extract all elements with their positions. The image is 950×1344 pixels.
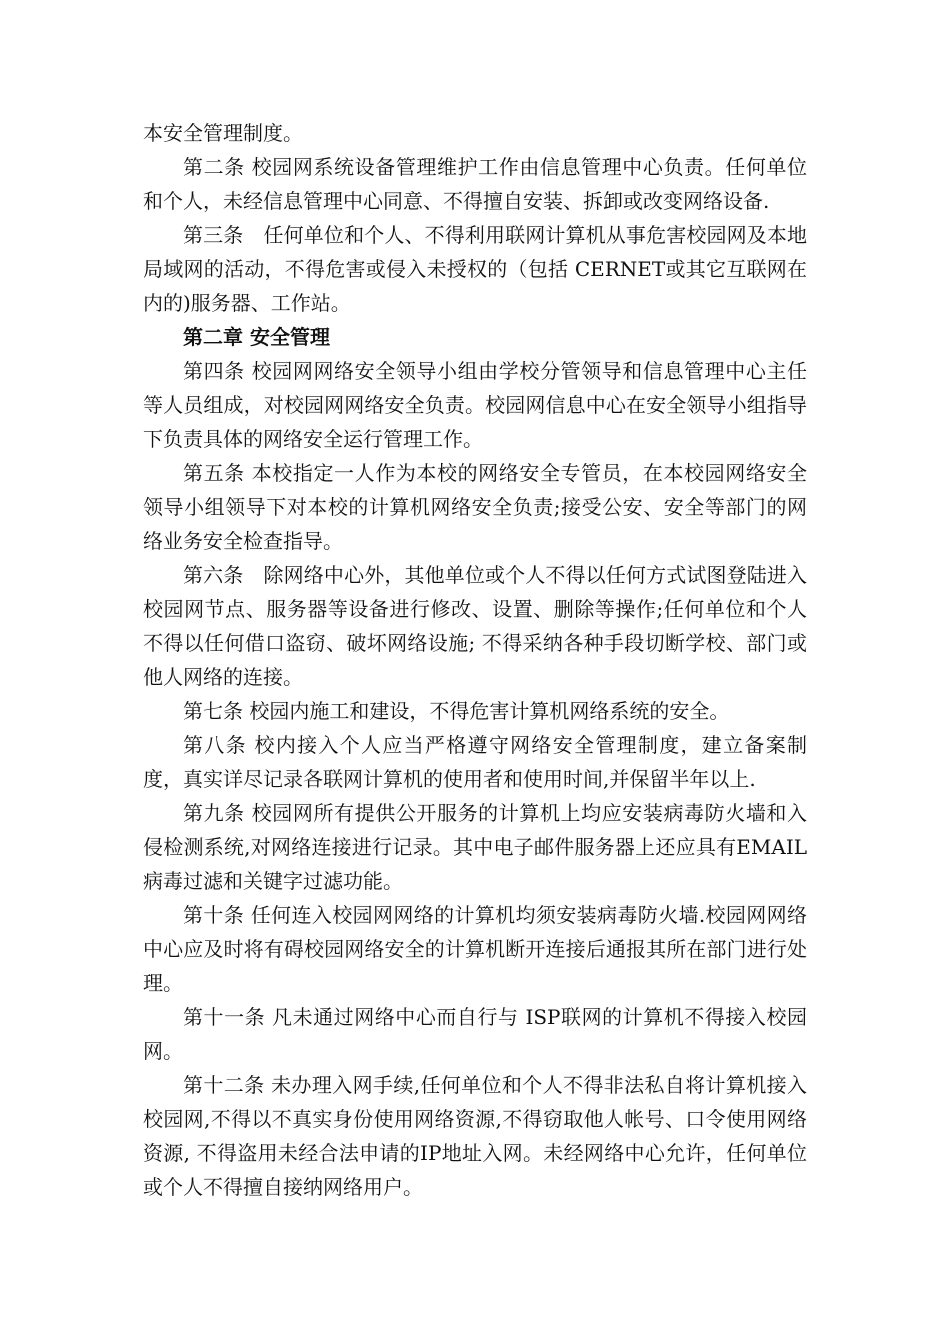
paragraph-article-4: 第四条 校园网网络安全领导小组由学校分管领导和信息管理中心主任等人员组成，对校园网网络安全负责。校园网信息中心在安全领导小组指导下负责具体的网络安全运行管理工作。 xyxy=(143,359,807,451)
paragraph-article-12: 第十二条 未办理入网手续,任何单位和个人不得非法私自将计算机接入校园网,不得以不真实身份使用网络资源,不得窃取他人帐号、口令使用网络资源, 不得盗用未经合法申请的IP地址入网。未经网络中心允许，任何单位或个人不得擅自接纳网络用户。 xyxy=(143,1073,807,1199)
paragraph-article-5: 第五条 本校指定一人作为本校的网络安全专管员，在本校园网络安全领导小组领导下对本校的计算机网络安全负责;接受公安、安全等部门的网络业务安全检查指导。 xyxy=(143,461,807,553)
paragraph-article-3: 第三条 任何单位和个人、不得利用联网计算机从事危害校园网及本地局域网的活动，不得危害或侵入未授权的（包括 CERNET或其它互联网在内的)服务器、工作站。 xyxy=(143,223,807,315)
paragraph-article-10: 第十条 任何连入校园网网络的计算机均须安装病毒防火墙.校园网网络中心应及时将有碍校园网络安全的计算机断开连接后通报其所在部门进行处理。 xyxy=(143,903,807,995)
paragraph-article-2: 第二条 校园网系统设备管理维护工作由信息管理中心负责。任何单位和个人，未经信息管理中心同意、不得擅自安装、拆卸或改变网络设备. xyxy=(143,155,807,213)
paragraph-article-9: 第九条 校园网所有提供公开服务的计算机上均应安装病毒防火墙和入侵检测系统,对网络连接进行记录。其中电子邮件服务器上还应具有EMAIL病毒过滤和关键字过滤功能。 xyxy=(143,801,807,893)
document-body xyxy=(143,116,807,1204)
paragraph-intro-continued: 本安全管理制度。 xyxy=(143,121,303,145)
chapter-heading-security-management: 第二章 安全管理 xyxy=(183,325,330,349)
paragraph-article-6: 第六条 除网络中心外，其他单位或个人不得以任何方式试图登陆进入校园网节点、服务器等设备进行修改、设置、删除等操作;任何单位和个人不得以任何借口盗窃、破坏网络设施; 不得采纳各种手段切断学校、部门或他人网络的连接。 xyxy=(143,563,807,689)
paragraph-article-7: 第七条 校园内施工和建设，不得危害计算机网络系统的安全。 xyxy=(183,699,730,723)
paragraph-article-8: 第八条 校内接入个人应当严格遵守网络安全管理制度，建立备案制度，真实详尽记录各联网计算机的使用者和使用时间,并保留半年以上. xyxy=(143,733,807,791)
paragraph-article-11: 第十一条 凡未通过网络中心而自行与 ISP联网的计算机不得接入校园网。 xyxy=(143,1005,807,1063)
